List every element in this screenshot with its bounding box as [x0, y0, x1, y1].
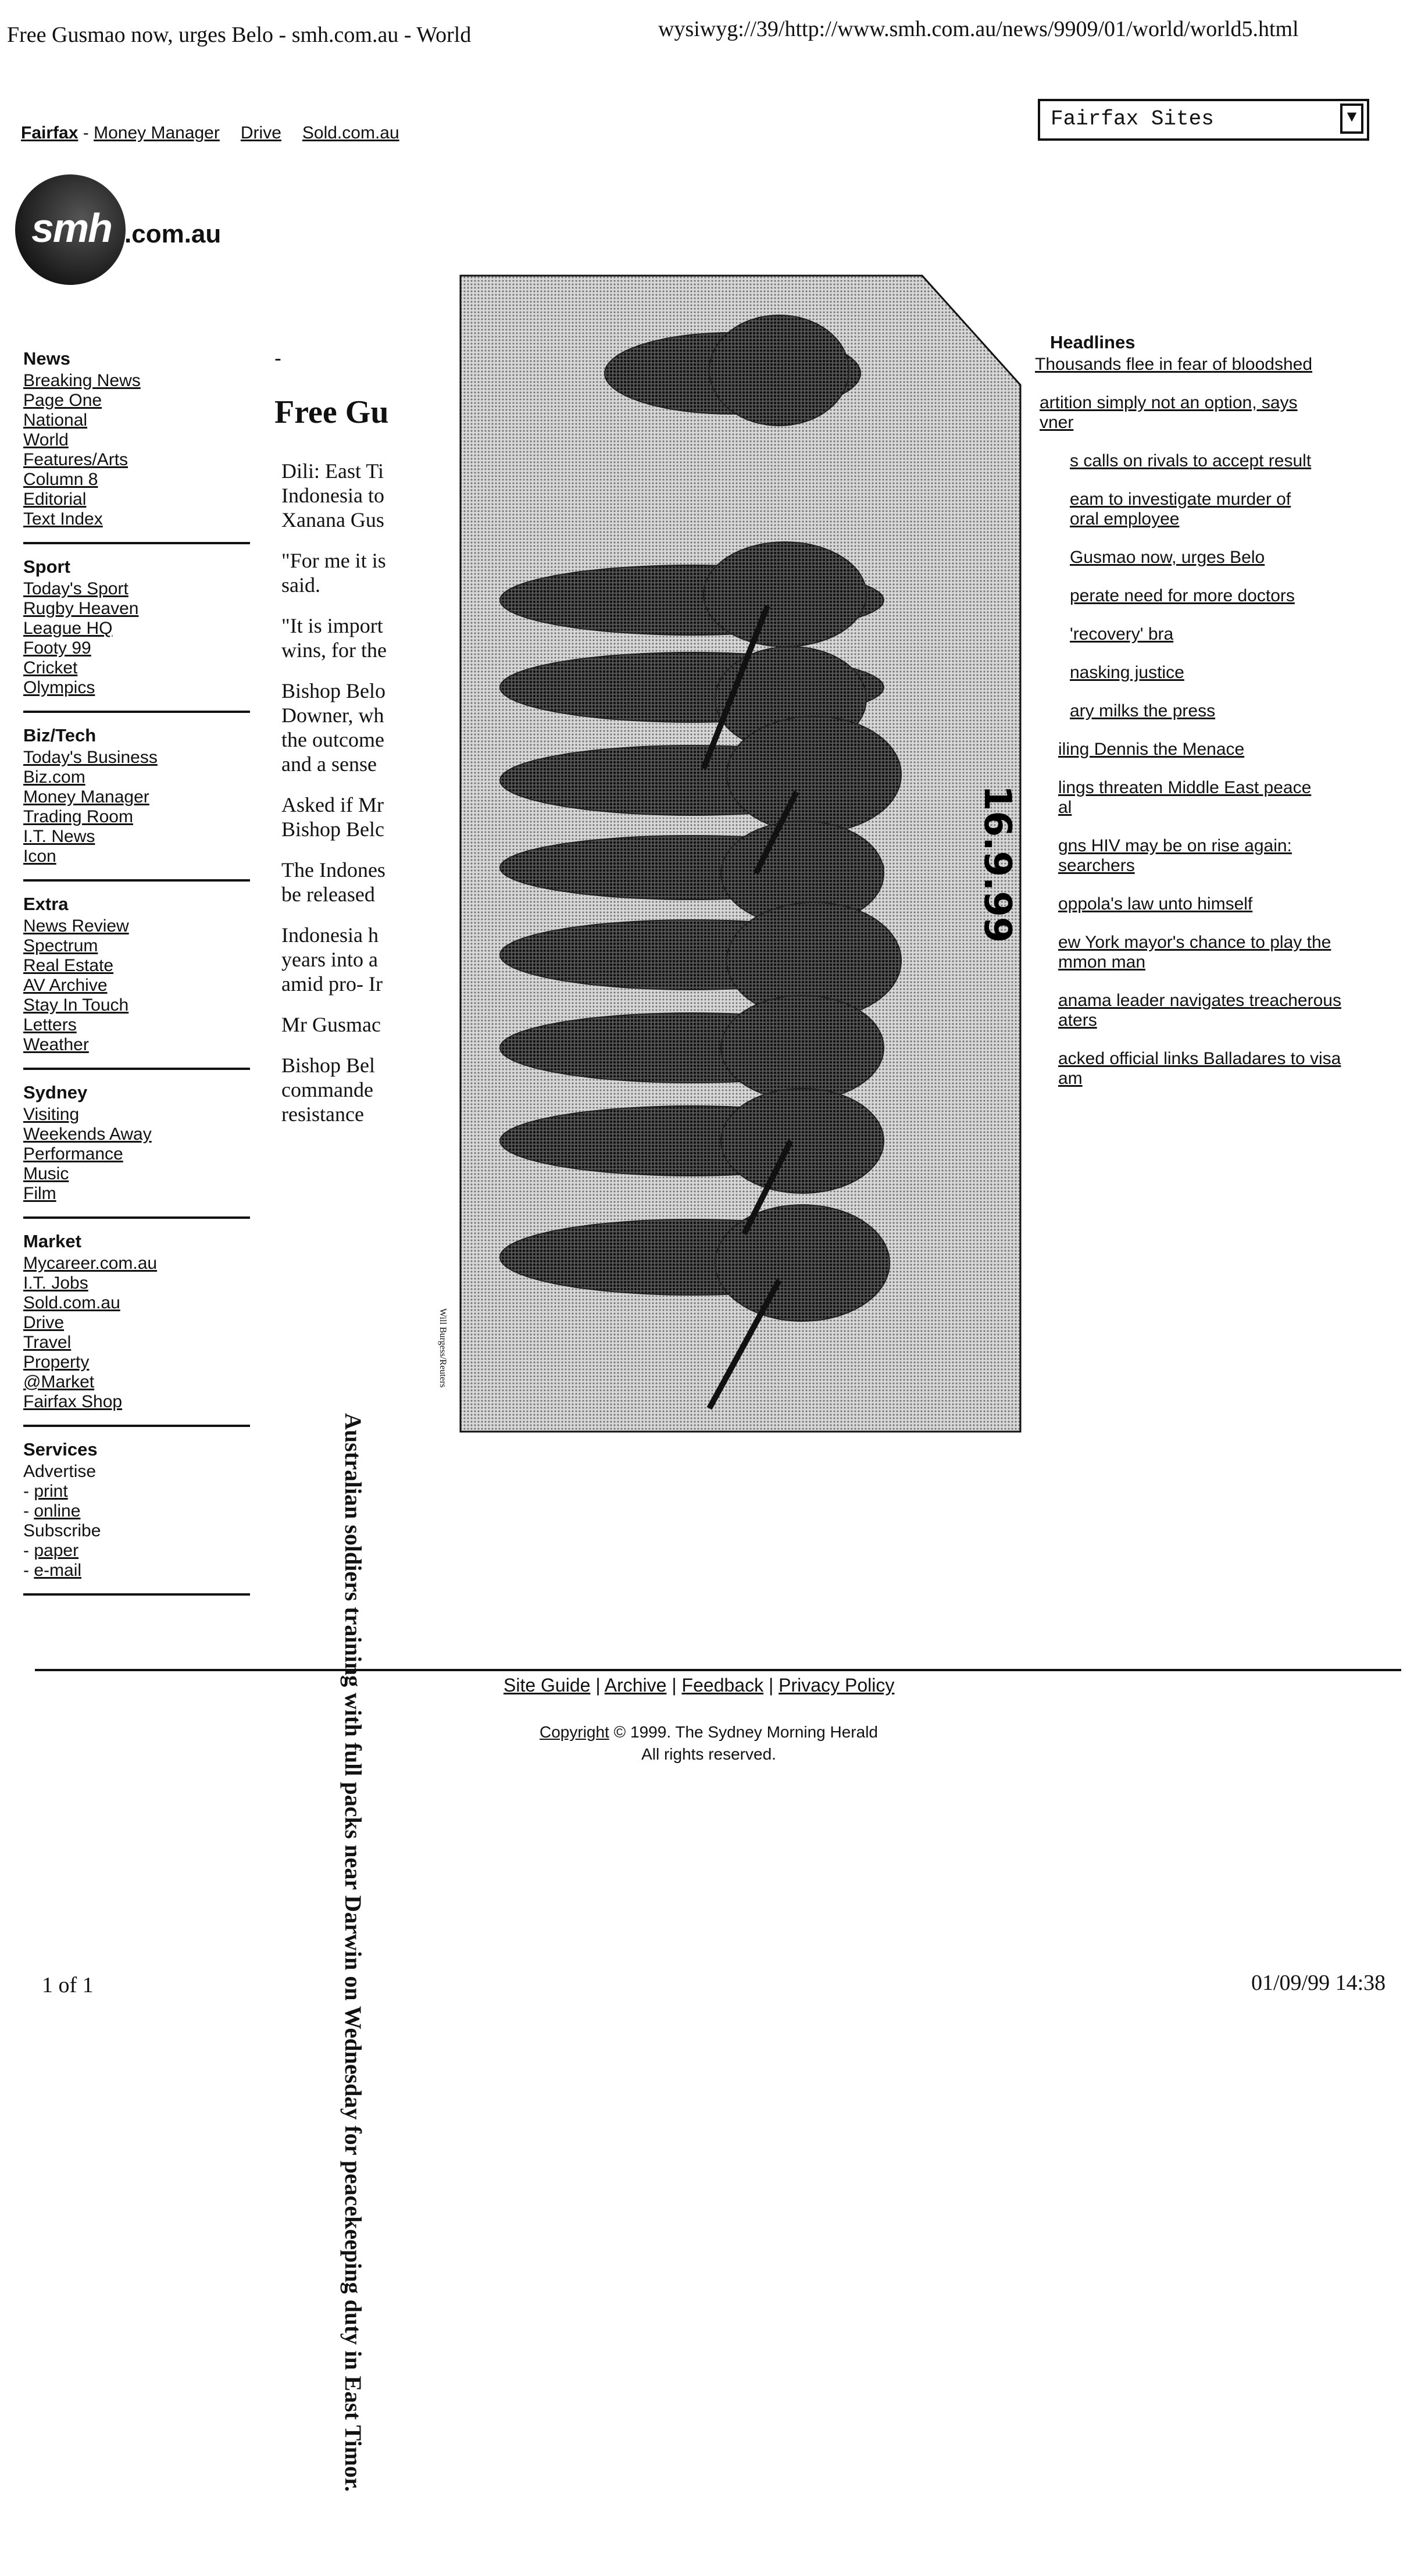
sidebar-link[interactable]: Real Estate	[23, 956, 114, 975]
article-paragraph: "It is import wins, for the	[281, 614, 387, 662]
sidebar-section-services	[23, 1440, 250, 1596]
headline-link[interactable]: ew York mayor's chance to play the mmon man	[1058, 933, 1331, 972]
photo-caption: Australian soldiers training with full packs near Darwin on Wednesday for peacekeeping duty in East Timor.	[340, 1413, 366, 2492]
sidebar-link[interactable]: I.T. Jobs	[23, 1273, 88, 1293]
print-header-url: wysiwyg://39/http://www.smh.com.au/news/9909/01/world/world5.html	[658, 17, 1299, 41]
sidebar-link[interactable]: Trading Room	[23, 807, 133, 826]
headline-link[interactable]: Thousands flee in fear of bloodshed	[1035, 355, 1312, 374]
fairfax-sites-select[interactable]	[1038, 99, 1369, 141]
bullet: -	[23, 1482, 29, 1501]
footer-divider	[35, 1669, 1401, 1671]
sidebar-section-sydney	[23, 1083, 250, 1219]
print-header-title: Free Gusmao now, urges Belo - smh.com.au - World	[7, 23, 472, 47]
sidebar-heading: Biz/Tech	[23, 725, 97, 745]
sidebar-link[interactable]: World	[23, 430, 69, 449]
bullet: -	[23, 1561, 29, 1580]
sidebar-section-sport	[23, 557, 250, 713]
headline-link[interactable]: gns HIV may be on rise again: searchers	[1058, 836, 1292, 875]
advertise-label: Advertise	[23, 1462, 97, 1481]
footer-separator: |	[595, 1675, 601, 1696]
headlines-panel	[1035, 333, 1395, 1107]
subscribe-label: Subscribe	[23, 1521, 101, 1540]
headline-link[interactable]: perate need for more doctors	[1070, 586, 1295, 605]
subscribe-email-link[interactable]: e-mail	[34, 1561, 82, 1580]
sidebar-link[interactable]: I.T. News	[23, 827, 95, 846]
sidebar-link[interactable]: Performance	[23, 1144, 123, 1164]
sidebar-link[interactable]: National	[23, 411, 88, 430]
footer-link-feedback[interactable]: Feedback	[681, 1675, 764, 1696]
article-paragraph: Bishop Bel commande resistance	[281, 1054, 376, 1126]
headline-link[interactable]: artition simply not an option, says vner	[1040, 393, 1298, 432]
sidebar-heading: News	[23, 348, 70, 369]
logo-suffix: .com.au	[124, 220, 222, 248]
headline-link[interactable]: eam to investigate murder of oral employee	[1070, 490, 1291, 529]
article-paragraph: Dili: East Ti Indonesia to Xanana Gus	[281, 459, 384, 531]
sidebar-link[interactable]: Biz.com	[23, 768, 85, 787]
sidebar-heading: Sydney	[23, 1082, 88, 1103]
headline-link[interactable]: anama leader navigates treacherous aters	[1058, 991, 1341, 1030]
sidebar-heading: Services	[23, 1439, 98, 1460]
copyright-link[interactable]: Copyright	[540, 1723, 609, 1741]
headline-link[interactable]: iling Dennis the Menace	[1058, 740, 1245, 759]
sidebar-link[interactable]: Weekends Away	[23, 1125, 152, 1144]
sidebar-link[interactable]: Money Manager	[23, 787, 149, 807]
sidebar-link[interactable]: @Market	[23, 1372, 95, 1392]
sidebar-link[interactable]: Text Index	[23, 509, 103, 529]
sidebar-link[interactable]: Today's Sport	[23, 579, 128, 598]
sidebar-link[interactable]: Icon	[23, 847, 56, 866]
sidebar-link[interactable]: Music	[23, 1164, 69, 1183]
sidebar-link[interactable]: Olympics	[23, 678, 95, 697]
headline-link[interactable]: Gusmao now, urges Belo	[1070, 548, 1265, 567]
sidebar-section-extra	[23, 894, 250, 1070]
rights-text: All rights reserved.	[641, 1745, 776, 1763]
advertise-print-link[interactable]: print	[34, 1482, 68, 1501]
sidebar-link[interactable]: Features/Arts	[23, 450, 128, 469]
sidebar-link[interactable]: Letters	[23, 1015, 77, 1034]
topnav-link-sold[interactable]: Sold.com.au	[302, 123, 399, 142]
sidebar-link[interactable]: News Review	[23, 916, 129, 936]
topnav-link-drive[interactable]: Drive	[240, 123, 281, 142]
footer-link-archive[interactable]: Archive	[604, 1675, 667, 1696]
sidebar-link[interactable]: Travel	[23, 1333, 72, 1352]
sidebar-heading: Sport	[23, 556, 70, 577]
fairfax-sites-value: Fairfax Sites	[1051, 107, 1214, 131]
fairfax-link[interactable]: Fairfax	[21, 123, 78, 142]
footer-links	[504, 1675, 894, 1696]
sidebar-section-biztech	[23, 726, 250, 882]
sidebar-link[interactable]: Footy 99	[23, 638, 91, 658]
sidebar	[23, 349, 250, 1608]
sidebar-link[interactable]: Fairfax Shop	[23, 1392, 123, 1411]
headline-link[interactable]: ary milks the press	[1070, 701, 1216, 720]
footer-link-privacy-policy[interactable]: Privacy Policy	[779, 1675, 895, 1696]
top-nav	[21, 123, 399, 143]
headline-link[interactable]: s calls on rivals to accept result	[1070, 451, 1312, 470]
sidebar-link[interactable]: Film	[23, 1184, 56, 1203]
article-dash: -	[274, 346, 281, 370]
headline-link[interactable]: acked official links Balladares to visa am	[1058, 1049, 1341, 1088]
photo-credit: Will Burgess/Reuters	[438, 1308, 448, 1388]
sidebar-link[interactable]: AV Archive	[23, 976, 108, 995]
sidebar-link[interactable]: Breaking News	[23, 371, 141, 390]
sidebar-section-news	[23, 349, 250, 544]
sidebar-link[interactable]: Rugby Heaven	[23, 599, 139, 618]
subscribe-paper-link[interactable]: paper	[34, 1541, 79, 1560]
sidebar-link[interactable]: Drive	[23, 1313, 65, 1332]
headlines-heading: Headlines	[1050, 332, 1136, 352]
sidebar-link[interactable]: Weather	[23, 1035, 89, 1054]
topnav-separator: -	[83, 123, 89, 142]
sidebar-link[interactable]: Page One	[23, 391, 102, 410]
topnav-link-money-manager[interactable]: Money Manager	[94, 123, 220, 142]
logo-mark: smh	[31, 205, 112, 251]
article-paragraph: Asked if Mr Bishop Belc	[281, 793, 384, 841]
headline-link[interactable]: 'recovery' bra	[1070, 625, 1174, 644]
sidebar-link[interactable]: Column 8	[23, 470, 98, 489]
sidebar-link[interactable]: Cricket	[23, 658, 78, 677]
sidebar-link[interactable]: Spectrum	[23, 936, 98, 955]
print-footer-page: 1 of 1	[42, 1973, 94, 1997]
sidebar-link[interactable]: Today's Business	[23, 748, 158, 767]
footer-separator: |	[768, 1675, 774, 1696]
sidebar-link[interactable]: League HQ	[23, 619, 113, 638]
footer-link-site-guide[interactable]: Site Guide	[504, 1675, 591, 1696]
sidebar-link[interactable]: Sold.com.au	[23, 1293, 120, 1312]
sidebar-link[interactable]: Mycareer.com.au	[23, 1254, 158, 1273]
sidebar-heading: Market	[23, 1231, 81, 1251]
print-footer-datetime: 01/09/99 14:38	[1251, 1971, 1386, 1995]
smh-logo[interactable]	[15, 174, 236, 291]
bullet: -	[23, 1501, 29, 1521]
handwritten-date-note: 16.9.99	[976, 785, 1019, 943]
copyright-block	[540, 1721, 878, 1765]
footer-separator: |	[672, 1675, 677, 1696]
sidebar-link[interactable]: Property	[23, 1353, 90, 1372]
sidebar-link[interactable]: Editorial	[23, 490, 87, 509]
dropdown-arrow-icon[interactable]: ▼	[1340, 104, 1363, 134]
advertise-online-link[interactable]: online	[34, 1501, 81, 1521]
article-headline: Free Gu	[274, 394, 389, 430]
sidebar-heading: Extra	[23, 894, 69, 914]
copyright-text: © 1999. The Sydney Morning Herald	[613, 1723, 878, 1741]
bullet: -	[23, 1541, 29, 1560]
article-paragraph: Bishop Belo Downer, wh the outcome and a sense	[281, 679, 386, 776]
article-paragraph: The Indones be released	[281, 858, 385, 906]
headline-link[interactable]: lings threaten Middle East peace al	[1058, 778, 1312, 817]
sidebar-section-market	[23, 1232, 250, 1427]
article-paragraph: Indonesia h years into a amid pro- Ir	[281, 923, 383, 996]
headline-link[interactable]: oppola's law unto himself	[1058, 894, 1253, 914]
article-paragraph: Mr Gusmac	[281, 1013, 381, 1036]
article-paragraph: "For me it is said.	[281, 549, 386, 597]
sidebar-link[interactable]: Stay In Touch	[23, 996, 129, 1015]
soldiers-photo	[442, 269, 1029, 1440]
headline-link[interactable]: nasking justice	[1070, 663, 1184, 682]
sidebar-link[interactable]: Visiting	[23, 1105, 80, 1124]
